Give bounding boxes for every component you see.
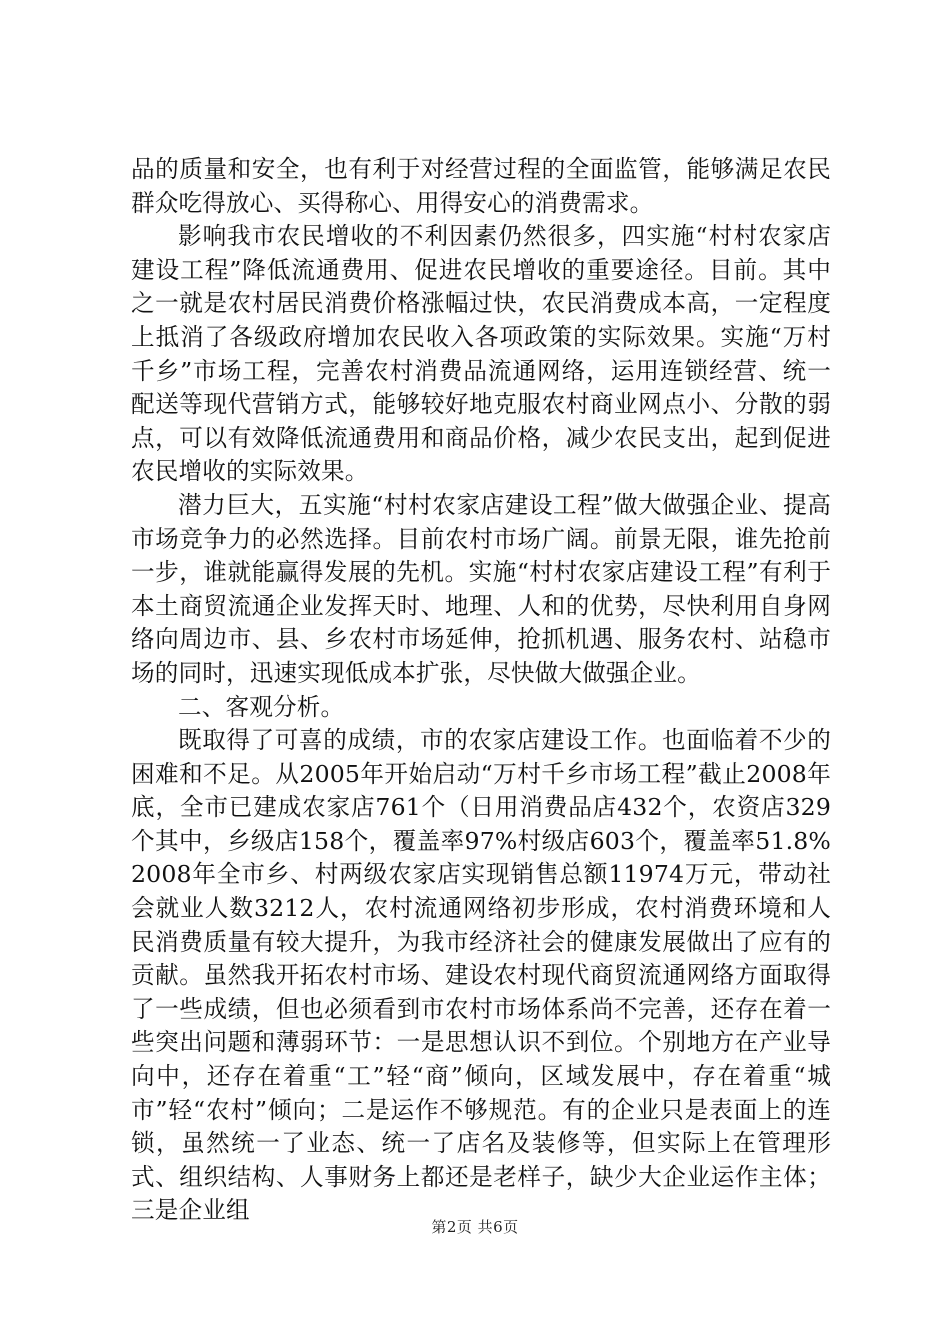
paragraph-achievements-and-problems: 既取得了可喜的成绩，市的农家店建设工作。也面临着不少的困难和不足。从2005年开始启动“万村千乡市场工程”截止2008年底，全市已建成农家店761个（日用消费品店432个，农资店329个其中，乡级店158个，覆盖率97%村级店603个，覆盖率51.8%2008年全市乡、村两级农家店实现销售总额11974万元，带动社会就业人数3212人，农村流通网络初步形成，农村消费环境和人民消费质量有较大提升，为我市经济社会的健康发展做出了应有的贡献。虽然我开拓农村市场、建设农村现代商贸流通网络方面取得了一些成绩，但也必须看到市农村市场体系尚不完善，还存在着一些突出问题和薄弱环节：一是思想认识不到位。个别地方在产业导向中，还存在着重“工”轻“商”倾向，区域发展中，存在着重“城市”轻“农村”倾向；二是运作不够规范。有的企业只是表面上的连锁，虽然统一了业态、统一了店名及装修等，但实际上在管理形式、组织结构、人事财务上都还是老样子，缺少大企业运作主体；三是企业组 [131, 726, 831, 1225]
paragraph-continuation: 品的质量和安全，也有利于对经营过程的全面监管，能够满足农民群众吃得放心、买得称心、用得安心的消费需求。 [131, 155, 831, 217]
paragraph-farmer-income: 影响我市农民增收的不利因素仍然很多，四实施“村村农家店建设工程”降低流通费用、促进农民增收的重要途径。目前。其中之一就是农村居民消费价格涨幅过快，农民消费成本高，一定程度上抵消了各级政府增加农民收入各项政策的实际效果。实施“万村千乡”市场工程，完善农村消费品流通网络，运用连锁经营、统一配送等现代营销方式，能够较好地克服农村商业网点小、分散的弱点，可以有效降低流通费用和商品价格，减少农民支出，起到促进农民增收的实际效果。 [131, 222, 831, 486]
section-heading-objective-analysis: 二、客观分析。 [178, 692, 345, 721]
page-number-footer: 第2页 共6页 [431, 1218, 519, 1236]
document-body [131, 153, 831, 1228]
paragraph-enterprise-growth: 潜力巨大，五实施“村村农家店建设工程”做大做强企业、提高市场竞争力的必然选择。目前农村市场广阔。前景无限，谁先抢前一步，谁就能赢得发展的先机。实施“村村农家店建设工程”有利于本土商贸流通企业发挥天时、地理、人和的优势，尽快利用自身网络向周边市、县、乡农村市场延伸，抢抓机遇、服务农村、站稳市场的同时，迅速实现低成本扩张，尽快做大做强企业。 [131, 490, 831, 687]
